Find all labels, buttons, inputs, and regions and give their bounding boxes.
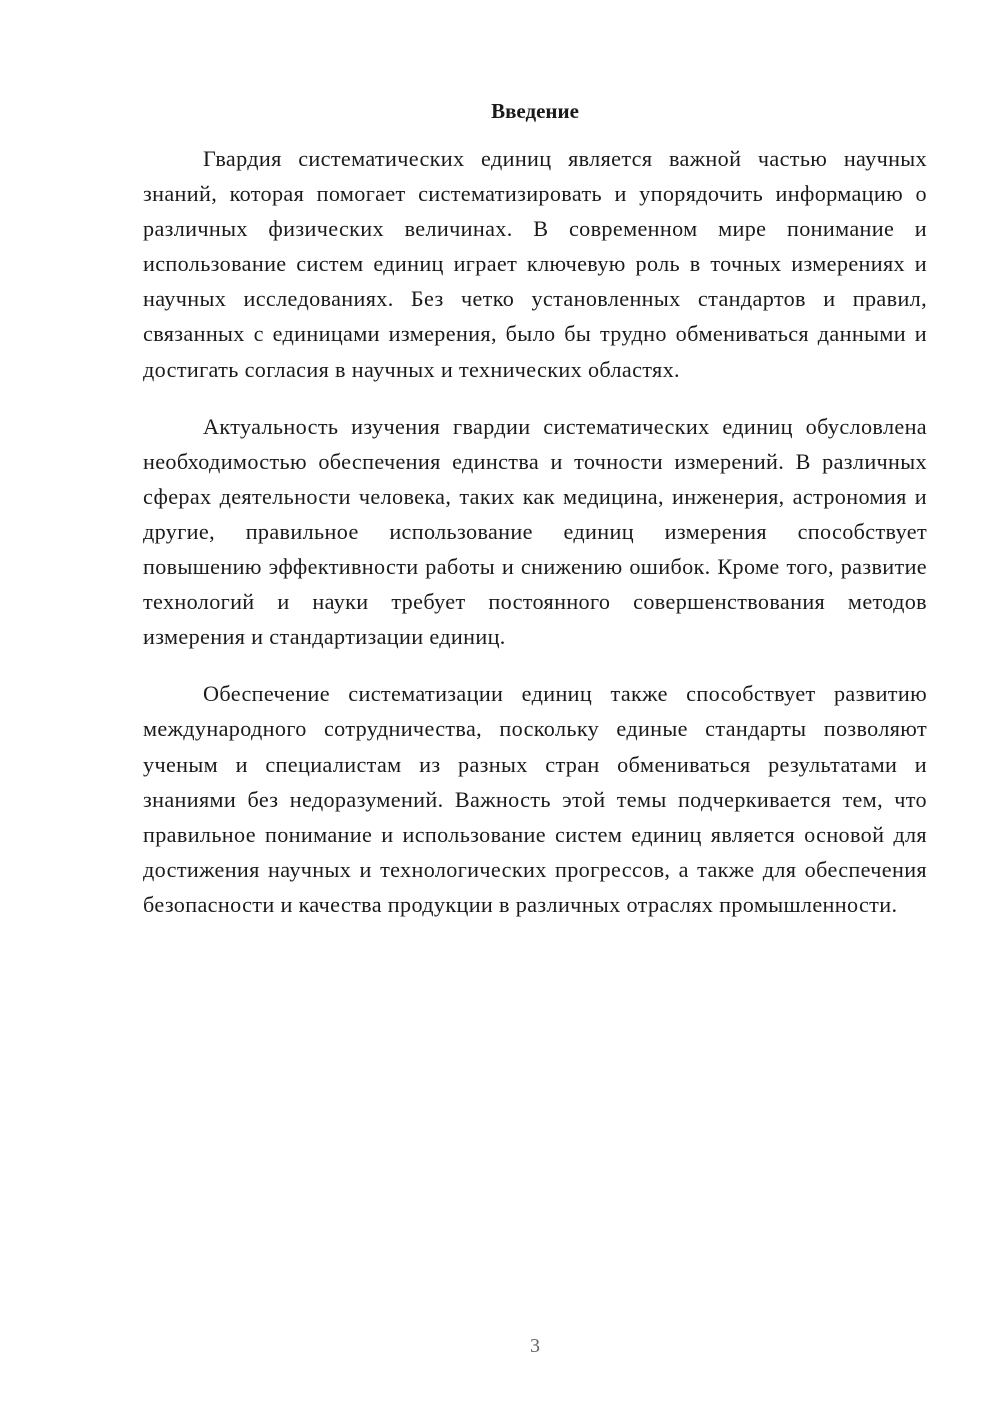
paragraph-2: Актуальность изучения гвардии систематических единиц обусловлена необходимостью обеспечения единства и точности измерений. В различных сферах деятельности человека, таких как медицина, инженерия, астрономия и другие, правильное использование единиц измерения способствует повышению эффективности работы и снижению ошибок. Кроме того, развитие технологий и науки требует постоянного совершенствования методов измерения и стандартизации единиц. xyxy=(143,413,927,650)
body-text xyxy=(143,141,927,944)
paragraph-3: Обеспечение систематизации единиц также способствует развитию международного сотрудничества, поскольку единые стандарты позволяют ученым и специалистам из разных стран обмениваться результатами и знаниями без недоразумений. Важность этой темы подчеркивается тем, что правильное понимание и использование систем единиц является основой для достижения научных и технологических прогрессов, а также для обеспечения безопасности и качества продукции в различных отраслях промышленности. xyxy=(143,681,927,917)
page-number: 3 xyxy=(530,1335,540,1357)
section-heading: Введение xyxy=(491,99,579,123)
paragraph-1: Гвардия систематических единиц является важной частью научных знаний, которая помогает систематизировать и упорядочить информацию о различных физических величинах. В современном мире понимание и использование систем единиц играет ключевую роль в точных измерениях и научных исследованиях. Без четко установленных стандартов и правил, связанных с единицами измерения, было бы трудно обмениваться данными и достигать согласия в научных и технических областях. xyxy=(143,146,927,382)
